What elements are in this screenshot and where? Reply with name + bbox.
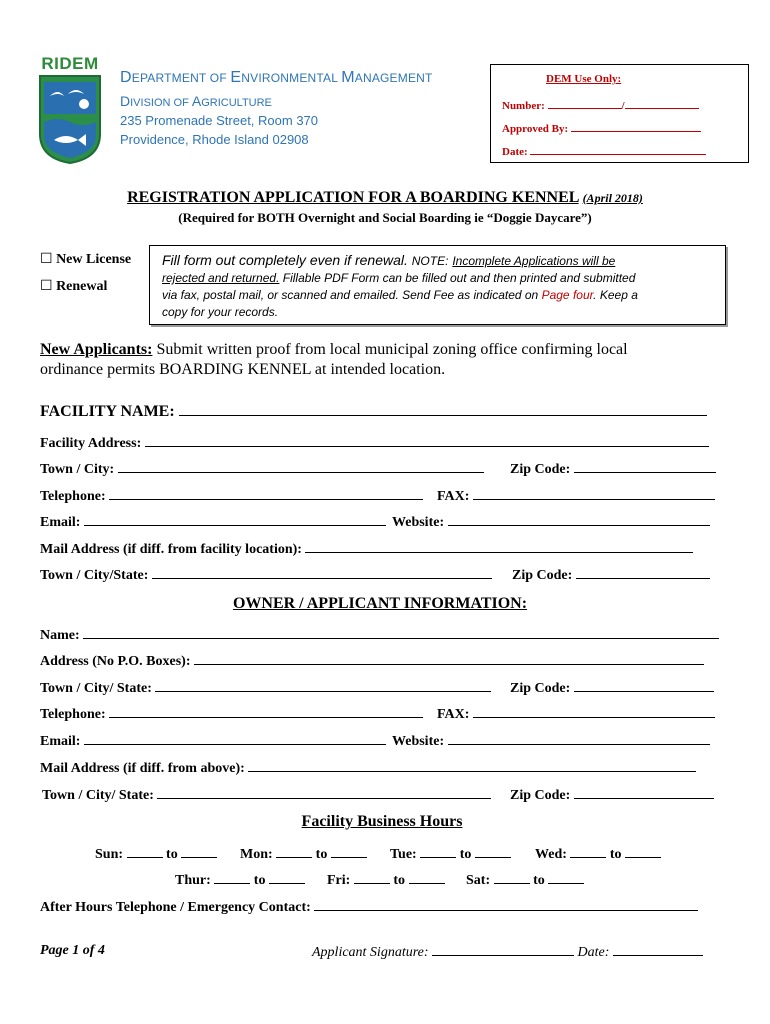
hours-thu[interactable]: Thur: to [175, 871, 305, 889]
facility-website-field[interactable]: Website: [392, 513, 710, 531]
owner-email-field[interactable]: Email: [40, 732, 386, 750]
hours-wed[interactable]: Wed: to [535, 845, 661, 863]
owner-zip-field[interactable]: Zip Code: [510, 679, 714, 697]
owner-telephone-field[interactable]: Telephone: [40, 705, 423, 723]
logo-text: RIDEM [41, 54, 99, 73]
renewal-option[interactable]: ☐ Renewal [40, 279, 108, 294]
facility-town-state-field[interactable]: Town / City/State: [40, 566, 492, 584]
after-hours-contact-field[interactable]: After Hours Telephone / Emergency Contact: [40, 898, 698, 916]
owner-zip2-field[interactable]: Zip Code: [510, 786, 714, 804]
checkbox-icon[interactable]: ☐ [40, 252, 53, 267]
hours-sat[interactable]: Sat: to [466, 871, 584, 889]
page-number: Page 1 of 4 [40, 943, 105, 958]
new-license-option[interactable]: ☐ New License [40, 252, 132, 267]
owner-fax-field[interactable]: FAX: [437, 705, 715, 723]
division-name: DIVISION OF AGRICULTURE [120, 93, 272, 109]
owner-mail-address-field[interactable]: Mail Address (if diff. from above): [40, 759, 696, 777]
hours-sun[interactable]: Sun: to [95, 845, 217, 863]
street-address: 235 Promenade Street, Room 370 [120, 113, 319, 128]
dem-box-title: DEM Use Only: [546, 73, 622, 85]
owner-town-state-field[interactable]: Town / City/ State: [40, 679, 491, 697]
checkbox-icon[interactable]: ☐ [40, 279, 53, 294]
dem-use-only-box [490, 64, 749, 163]
logo-shield-icon [38, 74, 102, 164]
city-address: Providence, Rhode Island 02908 [120, 132, 309, 147]
dem-approved-field[interactable]: Approved By: [502, 119, 701, 135]
owner-name-field[interactable]: Name: [40, 626, 719, 644]
ridem-logo [37, 54, 103, 164]
hours-fri[interactable]: Fri: to [327, 871, 445, 889]
owner-website-field[interactable]: Website: [392, 732, 710, 750]
facility-mail-address-field[interactable]: Mail Address (if diff. from facility location): [40, 540, 693, 558]
owner-town-state2-field[interactable]: Town / City/ State: [42, 786, 491, 804]
facility-fax-field[interactable]: FAX: [437, 487, 715, 505]
dem-date-field[interactable]: Date: [502, 142, 706, 158]
facility-town-field[interactable]: Town / City: [40, 460, 484, 478]
form-title: REGISTRATION APPLICATION FOR A BOARDING KENNEL (April 2018) [127, 189, 643, 206]
dem-number-field[interactable]: Number: / [502, 96, 699, 112]
facility-telephone-field[interactable]: Telephone: [40, 487, 423, 505]
new-applicants-note: New Applicants: Submit written proof from local municipal zoning office confirming local [40, 341, 628, 358]
facility-name-field[interactable]: FACILITY NAME: [40, 403, 707, 421]
facility-email-field[interactable]: Email: [40, 513, 386, 531]
hours-mon[interactable]: Mon: to [240, 845, 367, 863]
department-name: DEPARTMENT OF ENVIRONMENTAL MANAGEMENT [120, 69, 433, 86]
owner-heading: OWNER / APPLICANT INFORMATION: [232, 595, 528, 612]
facility-zip-field[interactable]: Zip Code: [510, 460, 716, 478]
business-hours-heading: Facility Business Hours [301, 813, 463, 830]
facility-zip2-field[interactable]: Zip Code: [512, 566, 710, 584]
new-applicants-note-line2: ordinance permits BOARDING KENNEL at intended location. [40, 361, 446, 378]
owner-address-field[interactable]: Address (No P.O. Boxes): [40, 652, 704, 670]
form-subtitle: (Required for BOTH Overnight and Social Boarding ie “Doggie Daycare”) [178, 210, 592, 225]
notice-box: Fill form out completely even if renewal. NOTE: Incomplete Applications will be rejected and returned. Fillable PDF Form can be filled out and then printed and submitted via fax, postal mail, or scanned and emailed. Send Fee as indicated on Page four. Keep a copy for your records. [149, 245, 726, 325]
hours-tue[interactable]: Tue: to [390, 845, 511, 863]
facility-address-field[interactable]: Facility Address: [40, 434, 709, 452]
applicant-signature-field[interactable]: Applicant Signature: Date: [312, 943, 703, 961]
